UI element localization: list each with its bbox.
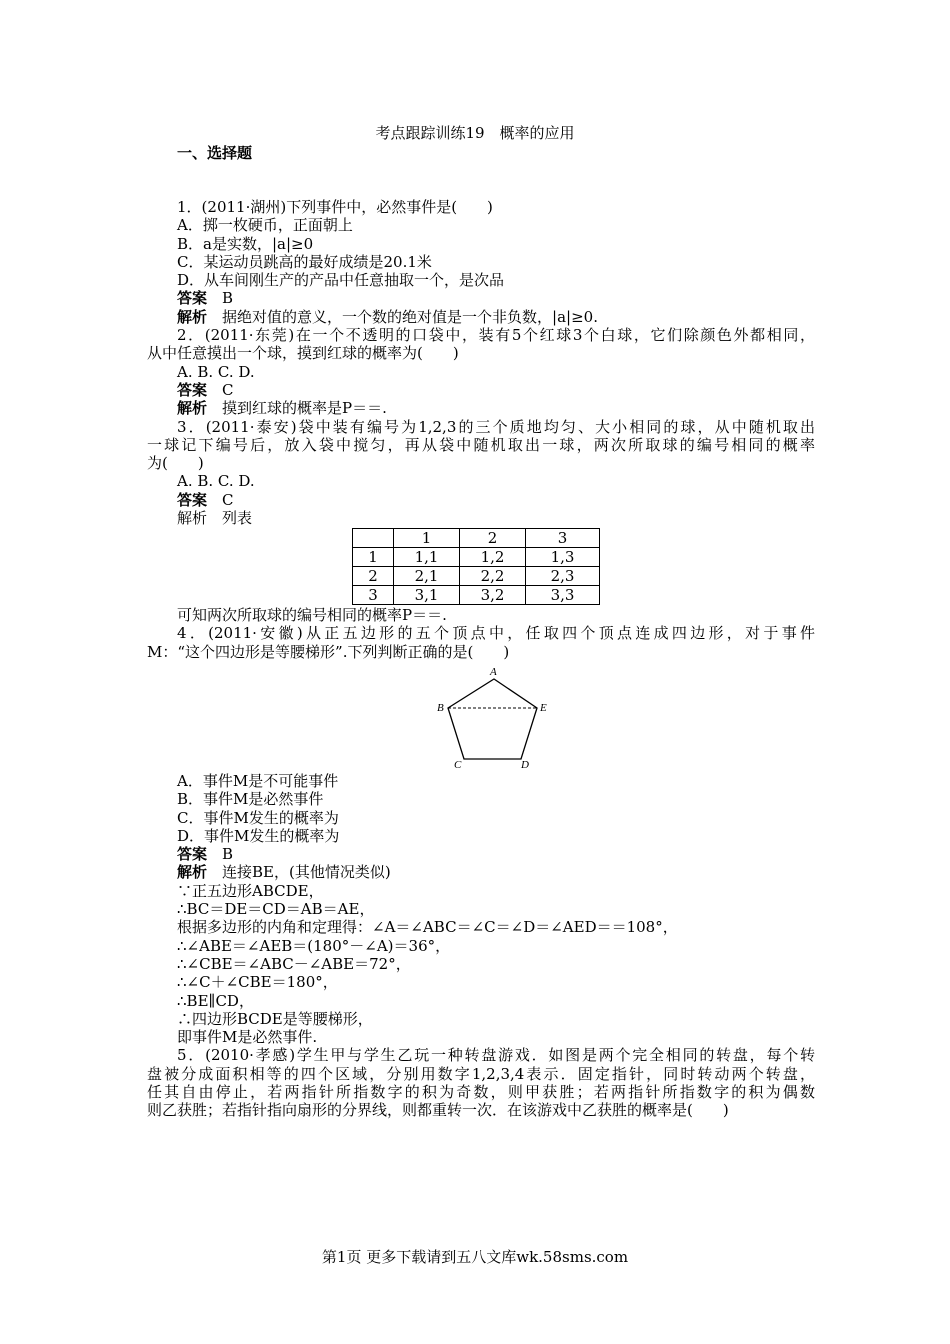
q3-stem-line3: 为( ): [147, 454, 204, 473]
q1-option-d: D．从车间刚生产的产品中任意抽取一个，是次品: [177, 271, 505, 290]
vertex-label-c: C: [454, 759, 462, 771]
section-heading: 一、选择题: [177, 144, 253, 162]
table-cell: 2,2: [460, 567, 526, 586]
q4-step: ∴∠CBE＝∠ABC－∠ABE＝72°，: [177, 954, 411, 973]
table-cell: 2,1: [394, 567, 460, 586]
q1-option-c: C．某运动员跳高的最好成绩是20.1米: [177, 252, 432, 271]
q4-step: ∴∠ABE＝∠AEB＝(180°－∠A)＝36°，: [177, 936, 451, 955]
answer-value: B: [222, 845, 234, 864]
q2-analysis: [147, 399, 815, 417]
q2-options: A. B. C. D.: [177, 362, 255, 381]
q3-options: A. B. C. D.: [177, 472, 255, 491]
q4-step: ∴BE∥CD，: [177, 991, 254, 1010]
table-cell: 1,3: [526, 548, 600, 567]
q4-option-c: C．事件M发生的概率为: [177, 808, 339, 827]
q1-option-a: A．掷一枚硬币，正面朝上: [177, 216, 353, 235]
q4-option-a: A．事件M是不可能事件: [177, 772, 339, 790]
vertex-label-b: B: [437, 702, 444, 714]
q4-step: ∵正五边形ABCDE，: [177, 881, 324, 900]
analysis-text: 据绝对值的意义，一个数的绝对值是一个非负数，|a|≥0.: [222, 307, 598, 326]
q1-option-b: B．a是实数，|a|≥0: [177, 234, 314, 253]
pentagon-shape: [448, 679, 537, 759]
q4-step: 即事件M是必然事件.: [177, 1028, 318, 1047]
analysis-label: 解析: [177, 399, 208, 418]
page-footer: 第1页 更多下载请到五八文库wk.58sms.com: [321, 1248, 629, 1266]
answer-label: 答案: [177, 380, 208, 399]
table-cell: 3: [526, 529, 600, 548]
q5-line4: 则乙获胜；若指针指向扇形的分界线，则都重转一次．在该游戏中乙获胜的概率是( ): [147, 1101, 729, 1120]
analysis-label: 解析: [177, 509, 208, 528]
table-cell: 3,2: [460, 586, 526, 605]
table-row: [353, 548, 600, 567]
page-title: 考点跟踪训练19 概率的应用: [375, 124, 575, 142]
table-cell: 3,3: [526, 586, 600, 605]
question-block-4-stem: [147, 606, 815, 661]
q4-option-d: D．事件M发生的概率为: [177, 826, 340, 845]
q4-stem-line1: 4．(2011·安徽)从正五边形的五个顶点中，任取四个顶点连成四边形，对于事件: [177, 624, 815, 643]
table-cell: 2,3: [526, 567, 600, 586]
q1-analysis: [147, 308, 815, 326]
q4-step: ∴四边形BCDE是等腰梯形，: [177, 1009, 373, 1028]
question-block-4-5: [147, 772, 815, 1120]
q2-stem-line2: 从中任意摸出一个球，摸到红球的概率为( ): [147, 344, 459, 363]
pentagon-figure: [432, 664, 552, 772]
question-block-1-3: [147, 198, 815, 527]
table-row: [353, 586, 600, 605]
vertex-label-a: A: [490, 666, 497, 678]
table-cell: 1,2: [460, 548, 526, 567]
table-cell: 2: [460, 529, 526, 548]
vertex-label-d: D: [521, 759, 529, 771]
table-cell: 1,1: [394, 548, 460, 567]
q3-stem-line1: 3．(2011·泰安)袋中装有编号为1,2,3的三个质地均匀、大小相同的球，从中随机取出: [177, 417, 815, 436]
answer-label: 答案: [177, 845, 208, 864]
table-cell: 1: [394, 529, 460, 548]
table-cell: [353, 529, 394, 548]
q3-answer: [147, 491, 815, 509]
table-cell: 3,1: [394, 586, 460, 605]
analysis-label: 解析: [177, 863, 208, 882]
q4-stem-line2: M：“这个四边形是等腰梯形”.下列判断正确的是( ): [147, 642, 510, 661]
analysis-label: 解析: [177, 307, 208, 326]
analysis-text: 摸到红球的概率是P＝＝.: [222, 399, 387, 418]
q5-line1: 5．(2010·孝感)学生甲与学生乙玩一种转盘游戏．如图是两个完全相同的转盘，每个转: [177, 1046, 815, 1065]
table-cell: 2: [353, 567, 394, 586]
q4-step: 根据多边形的内角和定理得：∠A＝∠ABC＝∠C＝∠D＝∠AED＝＝108°，: [177, 918, 678, 937]
q1-stem: 1．(2011·湖州)下列事件中，必然事件是( ): [177, 198, 493, 216]
table-header-row: [353, 529, 600, 548]
answer-value: C: [222, 490, 234, 509]
table-cell: 1: [353, 548, 394, 567]
q3-analysis: [147, 509, 815, 527]
answer-value: C: [222, 380, 234, 399]
q5-line3: 任其自由停止，若两指针所指数字的积为奇数，则甲获胜；若两指针所指数字的积为偶数: [147, 1083, 815, 1102]
q4-step: ∴∠C＋∠CBE＝180°，: [177, 973, 338, 992]
q4-step: ∴BC＝DE＝CD＝AB＝AE，: [177, 900, 375, 919]
q4-answer: [147, 845, 815, 863]
answer-label: 答案: [177, 289, 208, 308]
answer-value: B: [222, 289, 234, 308]
table-row: [353, 567, 600, 586]
answer-label: 答案: [177, 490, 208, 509]
analysis-text: 连接BE，(其他情况类似): [222, 863, 391, 882]
analysis-text: 列表: [222, 509, 253, 528]
q4-analysis: [147, 863, 815, 881]
q3-stem-line2: 一球记下编号后，放入袋中搅匀，再从袋中随机取出一球，两次所取球的编号相同的概率: [147, 435, 815, 454]
q4-option-b: B．事件M是必然事件: [177, 790, 324, 809]
q2-answer: [147, 381, 815, 399]
outcome-table: [352, 528, 600, 605]
q5-line2: 盘被分成面积相等的四个区域，分别用数字1,2,3,4表示．固定指针，同时转动两个转盘，: [147, 1064, 815, 1083]
table-cell: 3: [353, 586, 394, 605]
q2-stem-line1: 2．(2011·东莞)在一个不透明的口袋中，装有5个红球3个白球，它们除颜色外都相同，: [177, 326, 815, 345]
vertex-label-e: E: [540, 702, 547, 714]
q1-answer: [147, 289, 815, 307]
q3-conclusion: 可知两次所取球的编号相同的概率P＝＝.: [177, 606, 447, 624]
